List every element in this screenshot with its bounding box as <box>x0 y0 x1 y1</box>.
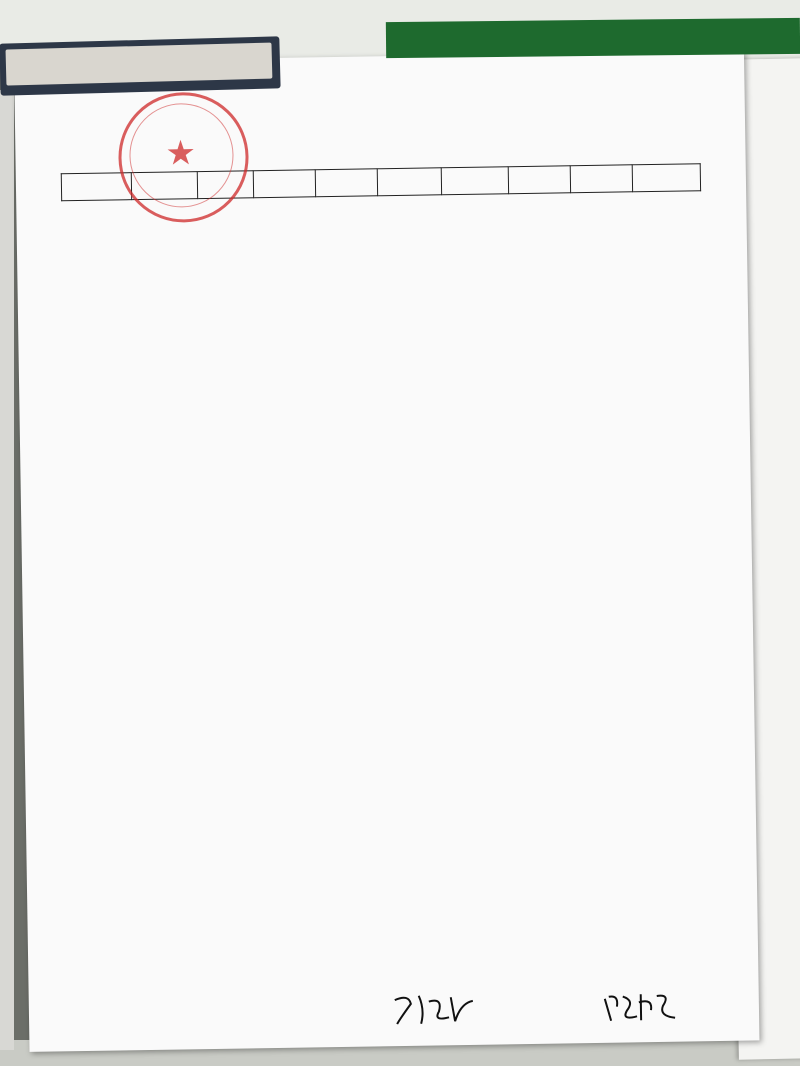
seal-star-icon: ★ <box>165 133 197 174</box>
col-header-debit-total <box>508 166 570 194</box>
binder-clip-left <box>0 36 281 95</box>
col-header-debit <box>378 168 443 196</box>
balance-sheet-page <box>14 51 759 1052</box>
col-header-period-start <box>316 169 378 197</box>
col-header-period-end <box>632 164 701 192</box>
col-header-credit <box>442 167 509 195</box>
col-header-year-start <box>254 170 316 198</box>
left-page-edge <box>0 90 14 1050</box>
official-seal <box>118 91 250 223</box>
signature-1 <box>389 989 490 1031</box>
binder-clip-right <box>386 18 800 58</box>
signature-2 <box>601 985 692 1026</box>
col-header-credit-total <box>570 165 632 193</box>
